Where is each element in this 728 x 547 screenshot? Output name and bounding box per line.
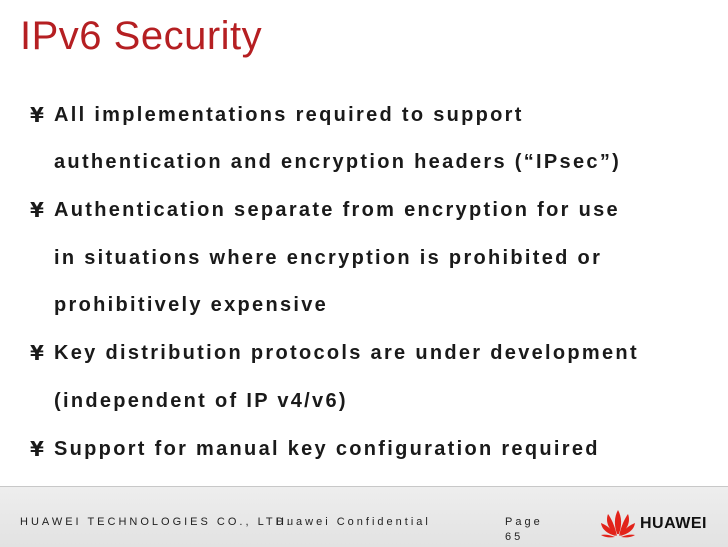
bullet-marker: ¥ [30,198,44,222]
footer-company: HUAWEI TECHNOLOGIES CO., LTD. [20,516,293,528]
bullet-2-line-3: prohibitively expensive [54,294,329,316]
bullet-1-line-2: authentication and encryption headers (“IPsec”) [54,151,622,173]
bullet-1-line-1: All implementations required to support [54,104,524,126]
footer-confidential: Huawei Confidential [276,516,431,528]
bullet-3-line-1: Key distribution protocols are under development [54,342,639,364]
bullet-2-line-2: in situations where encryption is prohibited or [54,247,603,269]
slide-title: IPv6 Security [20,14,263,58]
huawei-logo-text: HUAWEI [640,515,707,532]
footer-page-number: 65 [505,531,524,543]
bullet-marker: ¥ [30,437,44,461]
bullet-3-line-2: (independent of IP v4/v6) [54,390,348,412]
huawei-logo [600,506,718,540]
bullet-2-line-1: Authentication separate from encryption for use [54,199,620,221]
huawei-petal-icon [600,508,636,538]
bullet-marker: ¥ [30,341,44,365]
bullet-marker: ¥ [30,103,44,127]
bullet-4-line-1: Support for manual key configuration required [54,438,600,460]
footer-page-label: Page [505,516,543,528]
